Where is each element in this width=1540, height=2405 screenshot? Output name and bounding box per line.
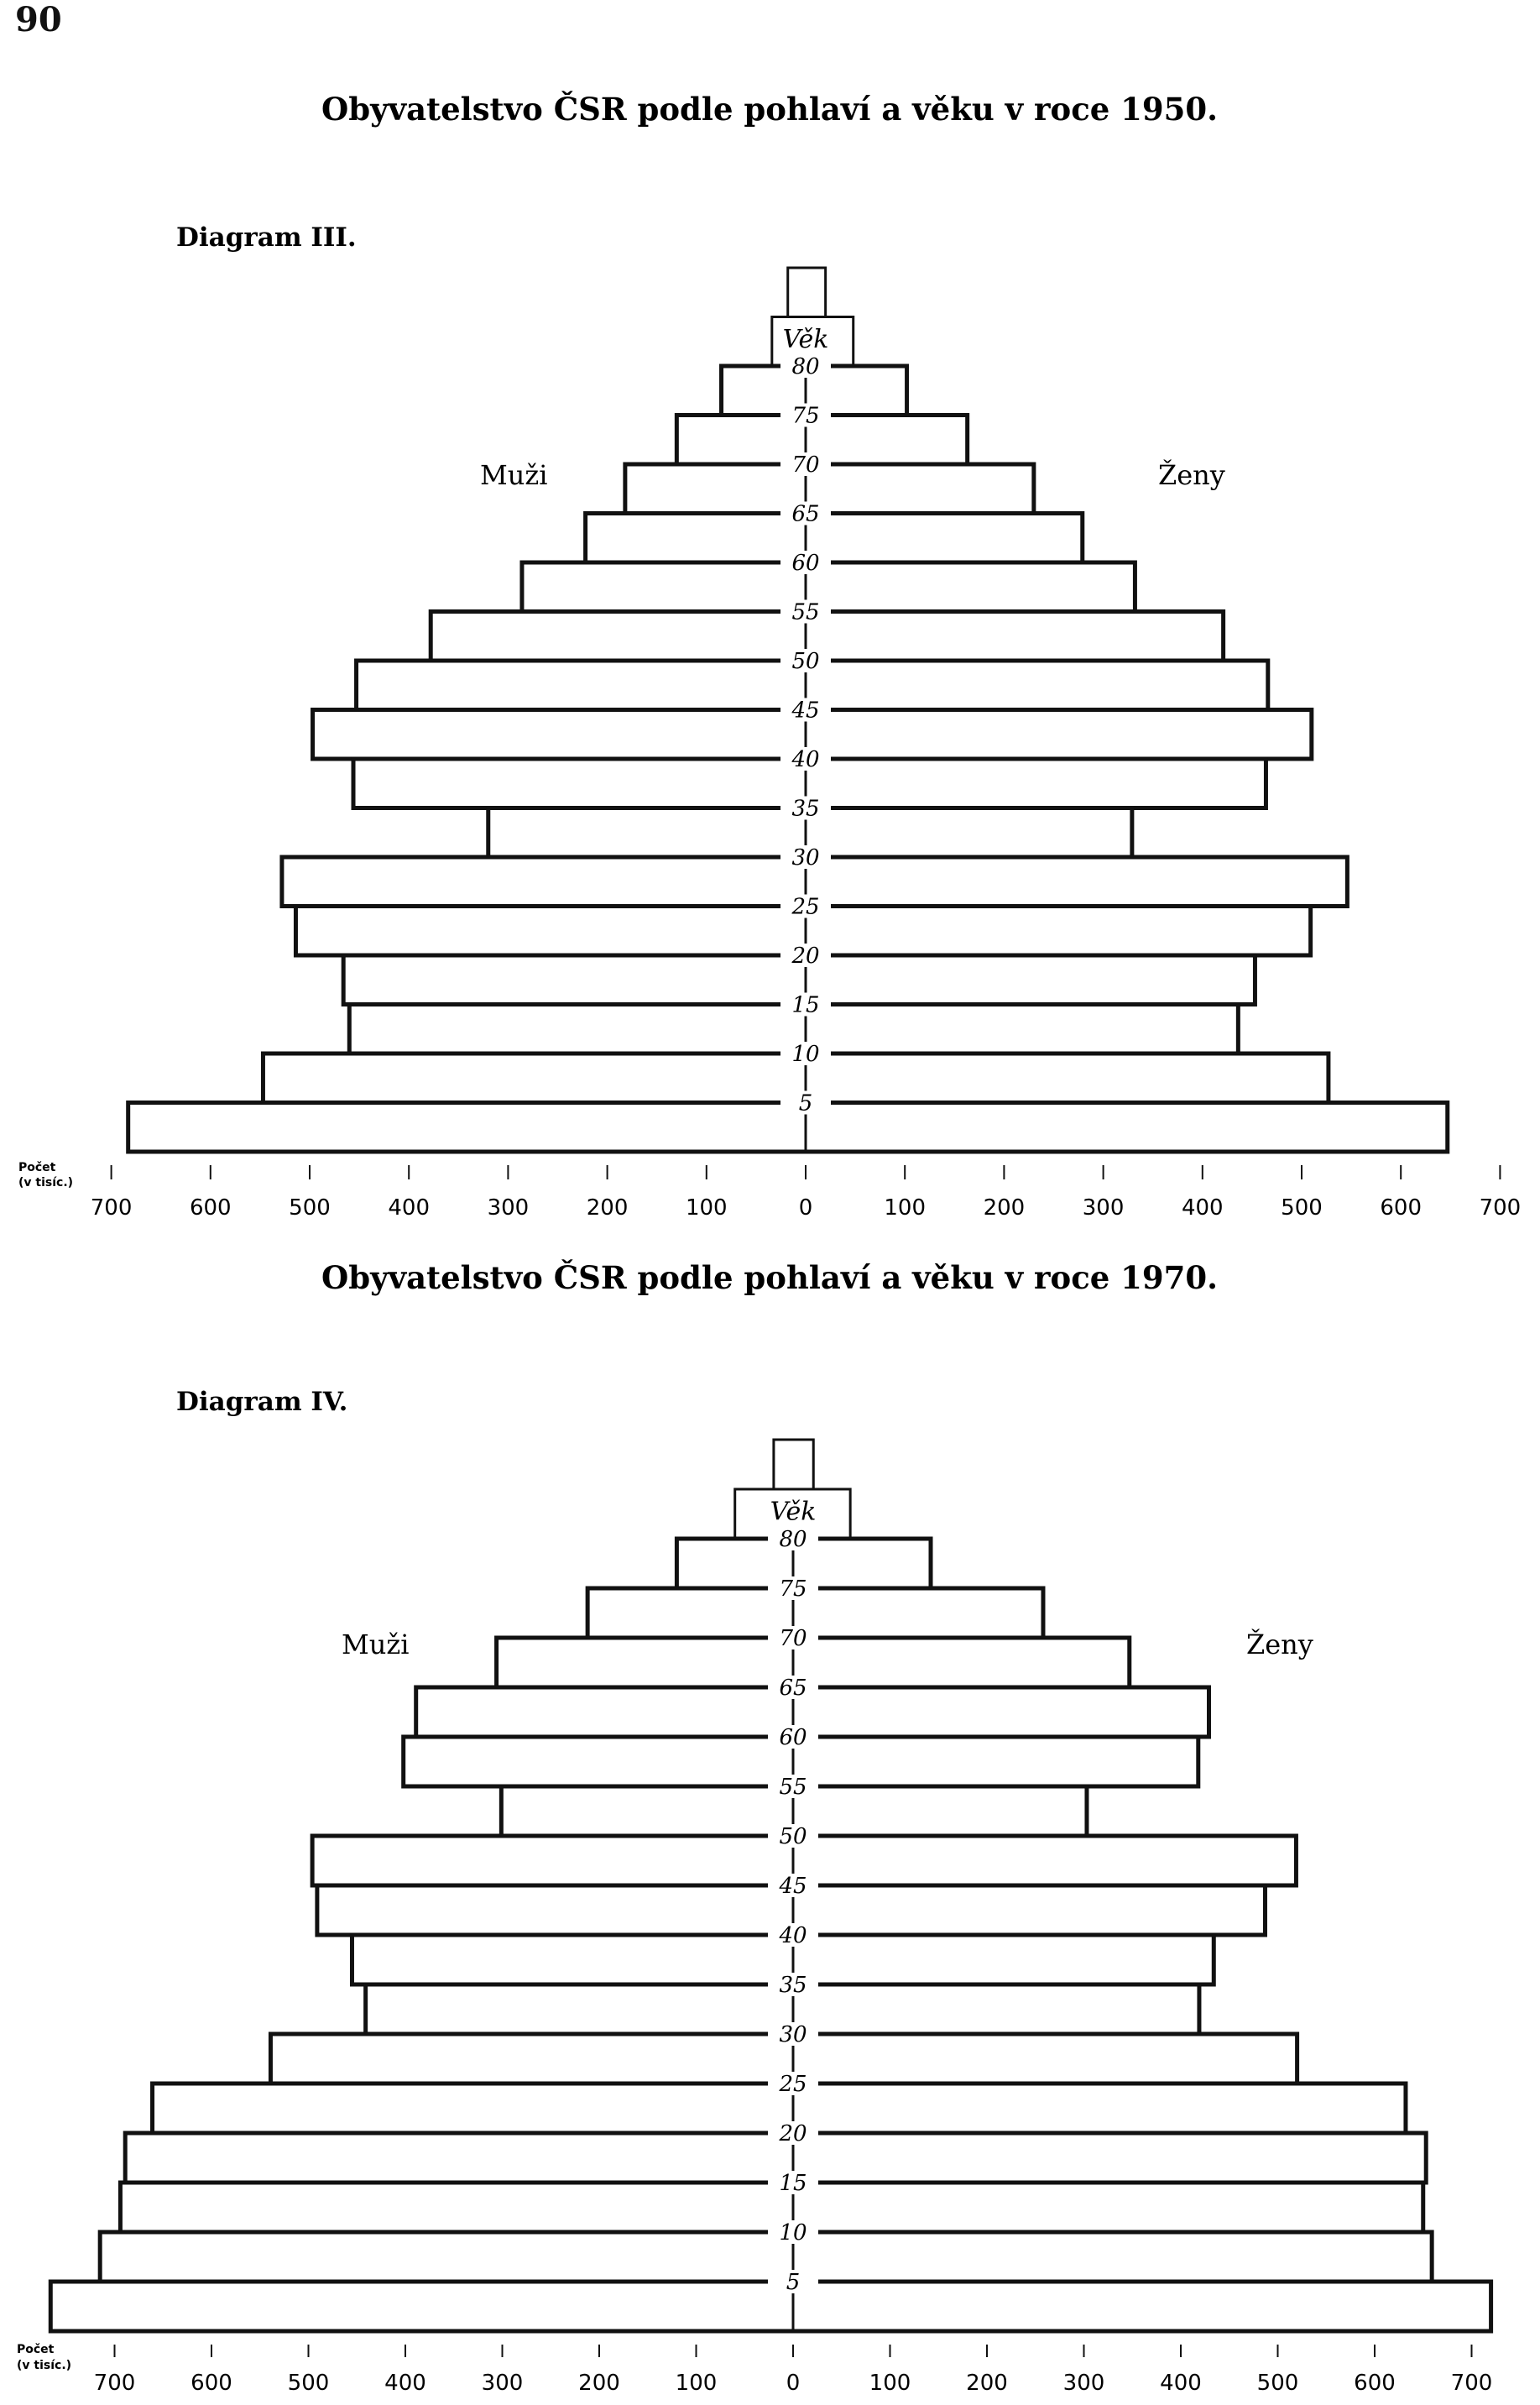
age-label-10: 10 — [779, 2220, 807, 2246]
x-tick-label: 500 — [1256, 2371, 1299, 2396]
males-label: Muži — [342, 1629, 410, 1660]
age-label-30: 30 — [779, 2022, 807, 2047]
chart-title: Obyvatelstvo ČSR podle pohlaví a věku v roce 1950. — [321, 91, 1219, 128]
x-tick-label: 100 — [675, 2371, 718, 2396]
x-tick-label: 0 — [798, 1195, 813, 1221]
bar-age-60-64 — [586, 514, 1083, 563]
population-pyramid-1970 — [0, 1251, 1540, 2405]
age-label-20: 20 — [779, 2121, 807, 2146]
count-label-line2: (v tisíc.) — [17, 2359, 72, 2372]
x-tick-label: 300 — [1062, 2371, 1105, 2396]
x-tick-label: 500 — [289, 1195, 331, 1221]
diagram-label: Diagram III. — [176, 222, 357, 253]
x-tick-label: 600 — [1380, 1195, 1423, 1221]
age-label-75: 75 — [791, 403, 820, 429]
age-label-45: 45 — [791, 698, 820, 724]
age-label-80: 80 — [791, 354, 820, 379]
age-label-80: 80 — [779, 1527, 807, 1552]
x-tick-label: 300 — [487, 1195, 530, 1221]
x-tick-label: 300 — [481, 2371, 524, 2396]
females-label: Ženy — [1246, 1629, 1313, 1660]
x-tick-label: 100 — [685, 1195, 728, 1221]
x-tick-label: 600 — [1354, 2371, 1396, 2396]
x-tick-label: 700 — [1479, 1195, 1522, 1221]
x-tick-label: 100 — [869, 2371, 911, 2396]
age-label-5: 5 — [798, 1090, 813, 1116]
females-label: Ženy — [1158, 459, 1225, 491]
x-tick-label: 400 — [1181, 1195, 1224, 1221]
age-label-15: 15 — [791, 992, 820, 1018]
age-label-70: 70 — [779, 1626, 807, 1651]
bar-age-85-89 — [774, 1440, 813, 1489]
age-label-75: 75 — [779, 1576, 807, 1602]
age-label-25: 25 — [791, 894, 820, 920]
bar-age-85-89 — [788, 268, 826, 317]
age-label-5: 5 — [786, 2270, 801, 2295]
x-tick-label: 400 — [388, 1195, 431, 1221]
age-label-30: 30 — [791, 845, 820, 871]
count-label-line2: (v tisíc.) — [18, 1176, 74, 1189]
age-label-70: 70 — [791, 452, 820, 478]
x-tick-label: 300 — [1082, 1195, 1125, 1221]
x-tick-label: 500 — [287, 2371, 330, 2396]
age-heading: Věk — [782, 324, 829, 354]
x-tick-label: 400 — [384, 2371, 426, 2396]
x-tick-label: 200 — [586, 1195, 629, 1221]
age-label-25: 25 — [779, 2072, 807, 2097]
age-label-35: 35 — [779, 1973, 807, 1998]
age-label-65: 65 — [791, 501, 820, 527]
x-tick-label: 200 — [578, 2371, 620, 2396]
x-tick-label: 100 — [884, 1195, 927, 1221]
x-tick-label: 700 — [93, 2371, 136, 2396]
age-label-60: 60 — [791, 551, 820, 576]
age-label-40: 40 — [791, 747, 820, 772]
age-label-10: 10 — [791, 1042, 820, 1067]
age-label-60: 60 — [779, 1725, 807, 1750]
population-pyramid-1950 — [0, 71, 1540, 1251]
bar-age-5-9 — [100, 2232, 1432, 2282]
age-label-55: 55 — [779, 1775, 807, 1800]
age-label-65: 65 — [779, 1676, 807, 1701]
age-label-50: 50 — [779, 1824, 807, 1849]
diagram-label: Diagram IV. — [176, 1387, 348, 1417]
age-label-35: 35 — [791, 796, 820, 822]
page-number: 90 — [15, 0, 62, 39]
x-tick-label: 500 — [1281, 1195, 1323, 1221]
count-label-line1: Počet — [17, 2343, 55, 2356]
x-tick-label: 0 — [786, 2371, 801, 2396]
age-label-40: 40 — [779, 1923, 807, 1948]
x-tick-label: 200 — [983, 1195, 1026, 1221]
x-tick-label: 400 — [1160, 2371, 1202, 2396]
age-label-50: 50 — [791, 649, 820, 674]
chart-title: Obyvatelstvo ČSR podle pohlaví a věku v roce 1970. — [321, 1259, 1219, 1296]
x-tick-label: 600 — [191, 2371, 232, 2396]
count-label-line1: Počet — [18, 1161, 56, 1174]
males-label: Muži — [480, 459, 548, 491]
x-tick-label: 200 — [966, 2371, 1008, 2396]
age-heading: Věk — [770, 1497, 817, 1527]
age-label-20: 20 — [791, 944, 820, 969]
x-tick-label: 600 — [189, 1195, 232, 1221]
age-label-15: 15 — [779, 2171, 807, 2196]
age-label-45: 45 — [779, 1874, 807, 1899]
x-tick-label: 700 — [1450, 2371, 1493, 2396]
x-tick-label: 700 — [90, 1195, 133, 1221]
age-label-55: 55 — [791, 599, 820, 625]
